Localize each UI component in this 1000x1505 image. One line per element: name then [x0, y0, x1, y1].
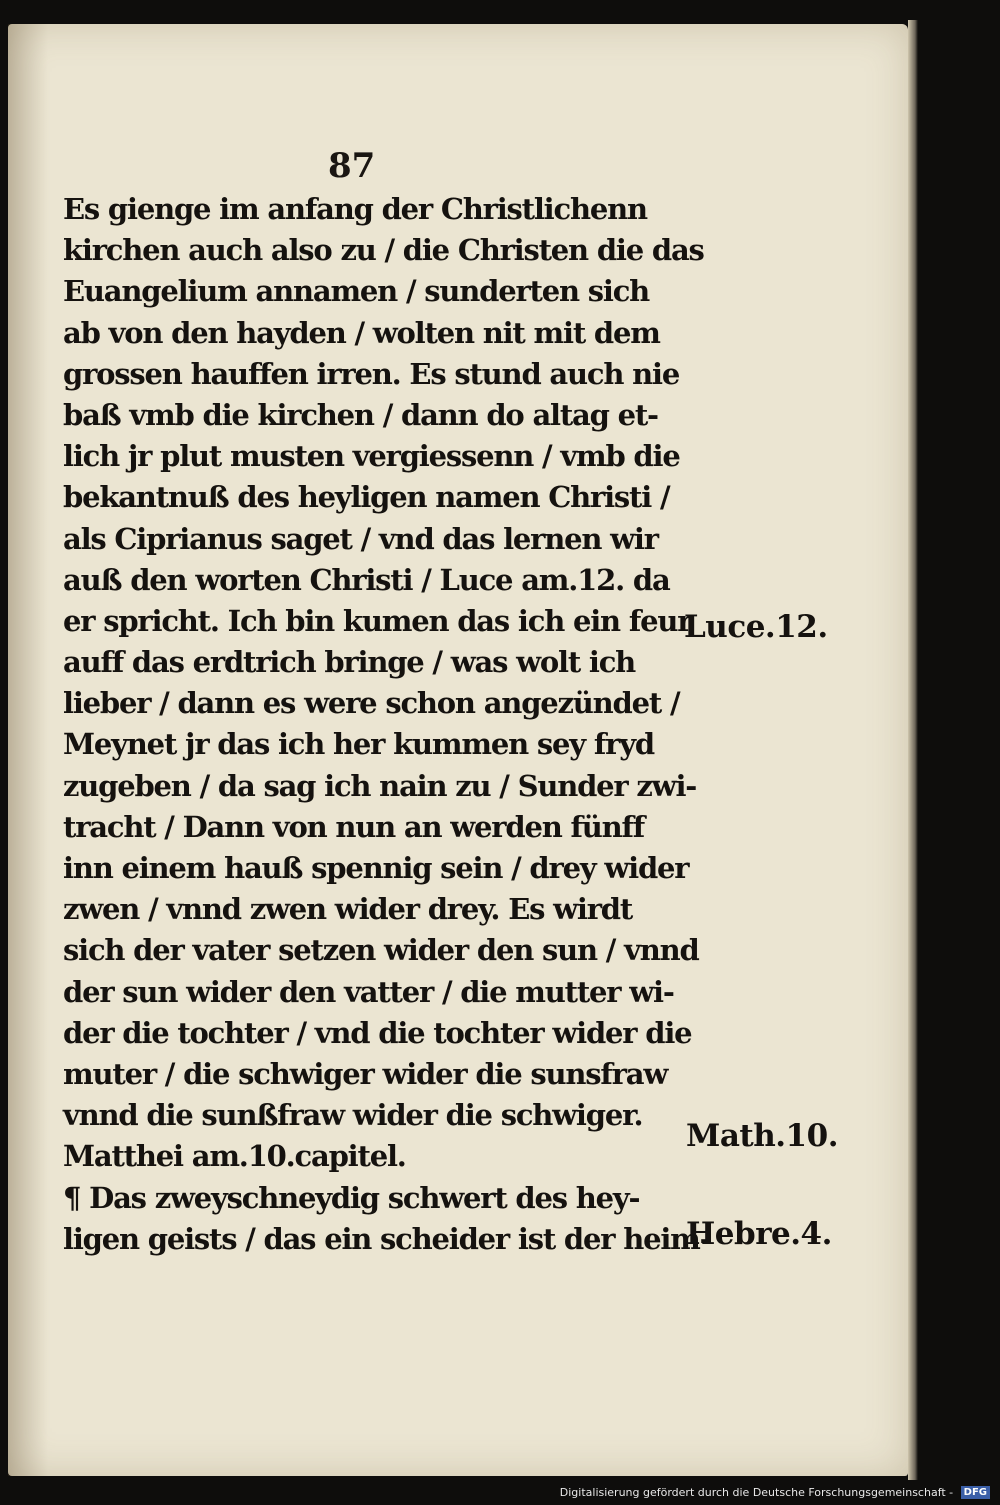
text-line: inn einem hauß spennig sein / drey wider: [63, 851, 689, 885]
text-line: ab von den hayden / wolten nit mit dem: [63, 315, 660, 350]
text-line: der die tochter / vnd die tochter wider die: [63, 1015, 692, 1050]
credit-text: Digitalisierung gefördert durch die Deutsche Forschungsgemeinschaft -: [559, 1485, 954, 1499]
text-line: zugeben / da sag ich nain zu / Sunder zwi-: [63, 768, 697, 803]
text-line: als Ciprianus saget / vnd das lernen wir: [63, 521, 658, 556]
text-line: muter / die schwiger wider die sunsfraw: [63, 1056, 668, 1091]
page-edge: [908, 20, 918, 1480]
text-line: auß den worten Christi / Luce am.12. da: [63, 562, 670, 597]
text-line: bekantnuß des heyligen namen Christi /: [63, 480, 670, 515]
text-line: zwen / vnnd zwen wider drey. Es wirdt: [63, 892, 633, 927]
text-line: Es gienge im anfang der Christlichenn: [63, 192, 647, 226]
text-line: sich der vater setzen wider den sun / vnnd: [63, 933, 699, 968]
text-line: Matthei am.10.capitel.: [63, 1139, 406, 1174]
text-line: auff das erdtrich bringe / was wolt ich: [63, 645, 636, 680]
text-line: tracht / Dann von nun an werden fünff: [63, 809, 645, 844]
body-text: [63, 189, 711, 1260]
text-line: ligen geists / das ein scheider ist der heim-: [63, 1221, 711, 1256]
book-page: [8, 24, 908, 1476]
text-line: lich jr plut musten vergiessenn / vmb die: [63, 439, 680, 474]
text-line: grossen hauffen irren. Es stund auch nie: [63, 356, 680, 391]
digitization-credit: [560, 1486, 990, 1500]
page-number: 87: [328, 146, 376, 186]
margin-note-luce: Luce.12.: [684, 609, 828, 645]
text-line: baß vmb die kirchen / dann do altag et-: [63, 397, 658, 432]
text-line: kirchen auch also zu / die Christen die das: [63, 233, 704, 268]
text-line: der sun wider den vatter / die mutter wi-: [63, 974, 674, 1009]
text-line: Meynet jr das ich her kummen sey fryd: [63, 727, 654, 762]
margin-note-hebre: Hebre.4.: [686, 1216, 832, 1252]
text-line: Euangelium annamen / sunderten sich: [63, 274, 650, 309]
text-line: vnnd die sunßfraw wider die schwiger.: [63, 1098, 643, 1133]
text-line: ¶ Das zweyschneydig schwert des hey-: [63, 1180, 640, 1215]
dfg-logo: DFG: [961, 1486, 990, 1499]
text-line: lieber / dann es were schon angezündet /: [63, 686, 680, 721]
text-line: er spricht. Ich bin kumen das ich ein feur: [63, 603, 692, 638]
margin-note-math: Math.10.: [686, 1118, 838, 1154]
